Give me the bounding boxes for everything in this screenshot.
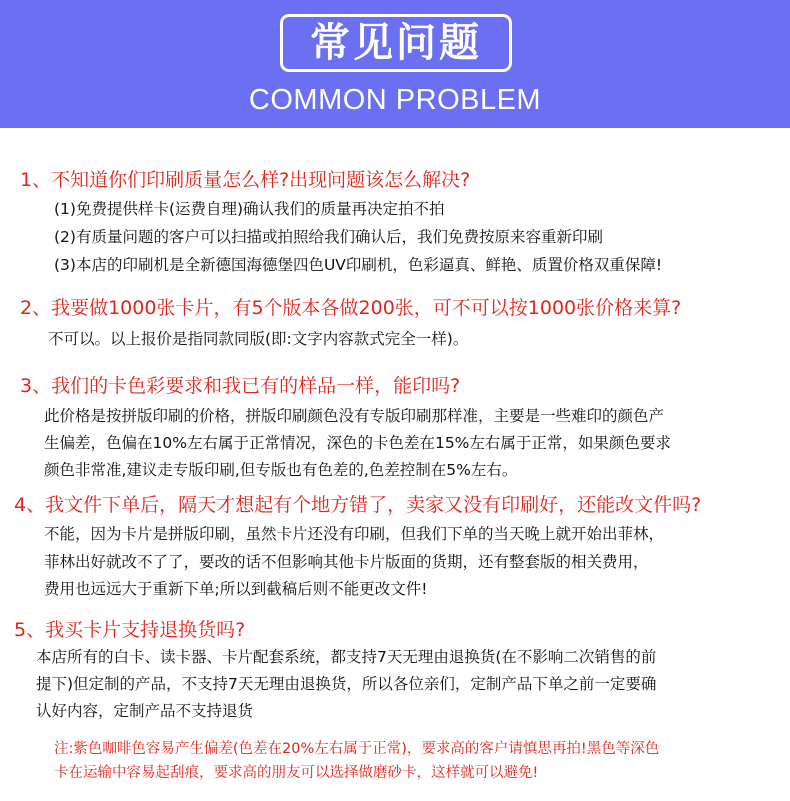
faq-answer-3-3: 颜色非常准,建议走专版印刷,但专版也有色差的,色差控制在5%左右。 (44, 461, 518, 479)
faq-answer-5-1: 本店所有的白卡、读卡器、卡片配套系统，都支持7天无理由退换货(在不影响二次销售的前 (36, 648, 657, 666)
faq-answer-3-2: 生偏差，色偏在10%左右属于正常情况，深色的卡色差在15%左右属于正常，如果颜色要求 (44, 434, 671, 452)
faq-question-1: 1、不知道你们印刷质量怎么样?出现问题该怎么解决? (20, 169, 471, 191)
faq-question-5: 5、我买卡片支持退换货吗? (14, 619, 246, 641)
faq-answer-3-1: 此价格是按拼版印刷的价格，拼版印刷颜色没有专版印刷那样准，主要是一些难印的颜色产 (44, 407, 665, 425)
faq-question-4: 4、我文件下单后，隔天才想起有个地方错了，卖家又没有印刷好，还能改文件吗? (14, 494, 702, 516)
faq-answer-5-3: 认好内容，定制产品不支持退货 (36, 702, 254, 720)
faq-answer-2-1: 不可以。以上报价是指同款同版(即:文字内容款式完全一样)。 (48, 330, 469, 348)
faq-question-3: 3、我们的卡色彩要求和我已有的样品一样，能印吗? (20, 375, 461, 397)
faq-answer-1-1: (1)免费提供样卡(运费自理)确认我们的质量再决定拍不拍 (54, 200, 445, 218)
faq-answer-1-3: (3)本店的印刷机是全新德国海德堡四色UV印刷机，色彩逼真、鲜艳、质置价格双重保障! (54, 256, 663, 274)
faq-answer-5-2: 提下)但定制的产品，不支持7天无理由退换货，所以各位亲们，定制产品下单之前一定要确 (36, 675, 657, 693)
note-line-1: 注:紫色咖啡色容易产生偏差(色差在20%左右属于正常)，要求高的客户请慎思再拍!黑色等深色 (54, 741, 660, 757)
faq-answer-4-3: 费用也远远大于重新下单;所以到截稿后则不能更改文件! (44, 580, 428, 598)
page-subtitle: COMMON PROBLEM (248, 84, 542, 116)
faq-answer-4-2: 菲林出好就改不了了，要改的话不但影响其他卡片版面的货期，还有整套版的相关费用， (44, 553, 649, 571)
page-title: 常见问题 (280, 14, 512, 72)
faq-answer-1-2: (2)有质量问题的客户可以扫描或拍照给我们确认后，我们免费按原来容重新印刷 (54, 228, 603, 246)
note-line-2: 卡在运输中容易起刮痕，要求高的朋友可以选择做磨砂卡，这样就可以避免! (54, 765, 539, 781)
faq-answer-4-1: 不能，因为卡片是拼版印刷，虽然卡片还没有印刷，但我们下单的当天晚上就开始出菲林， (44, 525, 665, 543)
faq-question-2: 2、我要做1000张卡片，有5个版本各做200张，可不可以按1000张价格来算? (20, 297, 682, 319)
header-banner (0, 0, 790, 128)
